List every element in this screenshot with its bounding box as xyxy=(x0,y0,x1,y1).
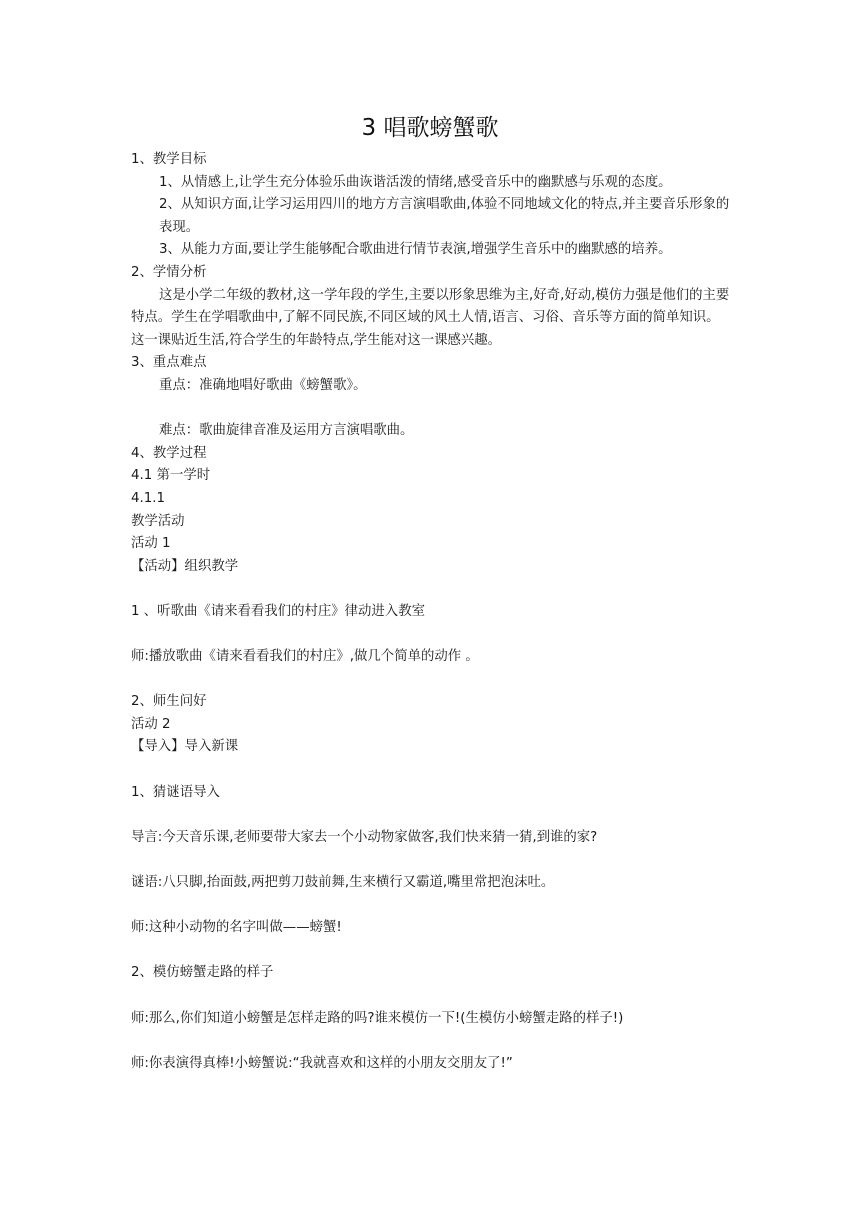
blank-line xyxy=(131,759,731,782)
objective-item-3: 3、从能力方面,要让学生能够配合歌曲进行情节表演,增强学生音乐中的幽默感的培养。 xyxy=(159,242,672,258)
activity-2-riddle: 谜语:八只脚,抬面鼓,两把剪刀鼓前舞,生来横行又霸道,嘴里常把泡沫吐。 xyxy=(131,875,555,890)
activity-2-praise: 师:你表演得真棒!小螃蟹说:“我就喜欢和这样的小朋友交朋友了!” xyxy=(131,1055,513,1071)
activity-2-answer: 师:这种小动物的名字叫做——螃蟹! xyxy=(131,920,342,936)
activity-2-intro: 导言:今天音乐课,老师要带大家去一个小动物家做客,我们快来猜一猜,到谁的家? xyxy=(131,829,598,845)
section-heading-process: 4、教学过程 xyxy=(131,445,207,461)
blank-line xyxy=(131,669,731,692)
activity-2-step-2: 2、模仿螃蟹走路的样子 xyxy=(131,965,274,981)
activity-1-step-1-detail: 师:播放歌曲《请来看看我们的村庄》,做几个简单的动作 。 xyxy=(131,649,479,665)
activity-2-title: 【导入】导入新课 xyxy=(131,739,239,755)
activity-1-title: 【活动】组织教学 xyxy=(131,558,239,574)
objective-item-2-text: 2、从知识方面,让学习运用四川的地方方言演唱歌曲,体验不同地域文化的特点,并主要音乐形象的表现。 xyxy=(159,197,730,235)
document-title: 3 唱歌螃蟹歌 xyxy=(361,115,499,141)
teaching-activities-label: 教学活动 xyxy=(131,513,185,529)
analysis-paragraph-text: 这是小学二年级的教材,这一学年段的学生,主要以形象思维为主,好奇,好动,模仿力强是他们的主要特点。学生在学唱歌曲中,了解不同民族,不同区域的风土人情,语言、习俗、音乐等方面的简单知识。这一课贴近生活,符合学生的年龄特点,学生能对这一课感兴趣。 xyxy=(131,287,730,348)
difficult-point: 难点：歌曲旋律音准及运用方言演唱歌曲。 xyxy=(159,423,414,439)
blank-line xyxy=(131,1030,731,1053)
blank-line xyxy=(131,578,731,601)
objective-item-2 xyxy=(131,194,731,239)
activity-1-step-1: 1 、听歌曲《请来看看我们的村庄》律动进入教室 xyxy=(131,603,425,619)
blank-line xyxy=(131,623,731,646)
activity-2-label: 活动 2 xyxy=(131,716,171,732)
activity-2-step-1: 1、猜谜语导入 xyxy=(131,784,220,800)
objective-item-1: 1、从情感上,让学生充分体验乐曲诙谐活泼的情绪,感受音乐中的幽默感与乐观的态度。 xyxy=(159,174,672,190)
blank-line xyxy=(131,985,731,1008)
subsection-number: 4.1.1 xyxy=(131,490,166,506)
document-body xyxy=(131,149,731,1075)
section-heading-objectives: 1、教学目标 xyxy=(131,152,207,167)
blank-line xyxy=(131,398,731,421)
blank-line xyxy=(131,849,731,872)
analysis-paragraph xyxy=(131,285,731,353)
activity-1-label: 活动 1 xyxy=(131,536,171,552)
blank-line xyxy=(131,940,731,963)
blank-line xyxy=(131,804,731,827)
subsection-first-lesson: 4.1 第一学时 xyxy=(131,468,211,484)
blank-line xyxy=(131,895,731,918)
activity-2-question: 师:那么,你们知道小螃蟹是怎样走路的吗?谁来模仿一下!(生模仿小螃蟹走路的样子!) xyxy=(131,1010,624,1026)
section-heading-analysis: 2、学情分析 xyxy=(131,264,207,280)
section-heading-key-points: 3、重点难点 xyxy=(131,355,207,371)
key-point: 重点：准确地唱好歌曲《螃蟹歌》。 xyxy=(159,377,367,393)
activity-1-step-2: 2、师生问好 xyxy=(131,694,207,710)
